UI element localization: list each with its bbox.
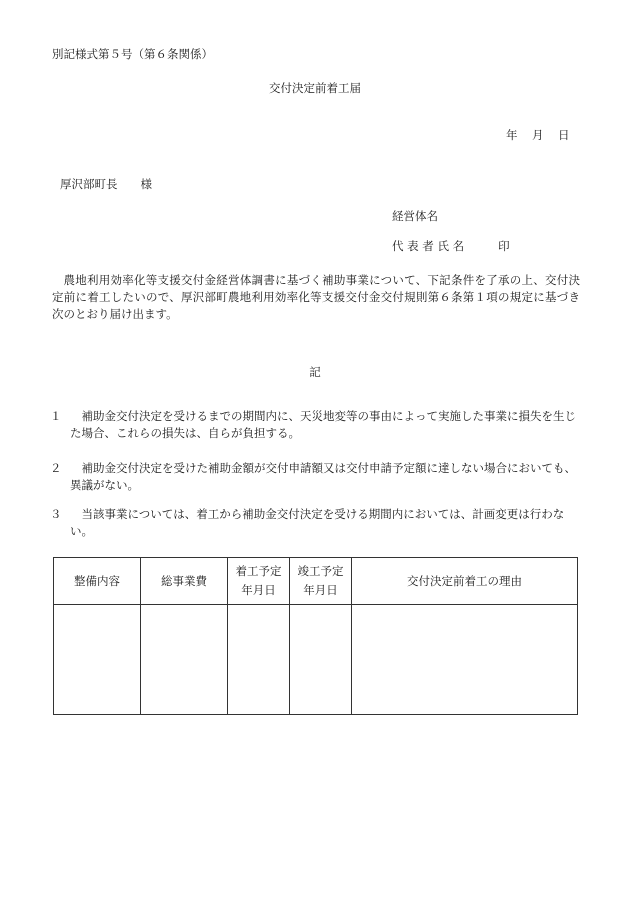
condition-item [50,460,580,494]
header-content: 整備内容 [54,558,141,605]
representative-label: 代 表 者 氏 名 [392,239,465,253]
condition-item [50,408,580,442]
date-month: 月 [532,128,544,142]
header-reason: 交付決定前着工の理由 [352,558,578,605]
table-header-row [54,558,578,605]
condition-text: 当該事業については、着工から補助金交付決定を受ける期間内においては、計画変更は行わない。 [70,507,565,538]
date-day: 日 [558,128,570,142]
header-total-cost: 総事業費 [141,558,228,605]
applicant-org-label: 経営体名 [392,209,438,223]
form-reference: 別記様式第５号（第６条関係） [52,47,213,61]
cell-total-cost[interactable] [141,605,228,715]
addressee: 厚沢部町長 様 [60,177,152,191]
representative-line [392,238,510,254]
seal-mark: 印 [498,239,510,253]
header-completion-date: 竣工予定 年月日 [290,558,352,605]
ki-heading: 記 [309,365,321,379]
condition-number: ３ [50,507,62,521]
header-start-date: 着工予定 年月日 [228,558,290,605]
cell-content[interactable] [54,605,141,715]
cell-start-date[interactable] [228,605,290,715]
condition-text: 補助金交付決定を受けた補助金額が交付申請額又は交付申請予定額に達しない場合においても、異議がない。 [70,461,576,492]
date-line [506,127,570,143]
pre-start-table [53,557,578,715]
document-title: 交付決定前着工届 [269,81,361,95]
cell-completion-date[interactable] [290,605,352,715]
date-year: 年 [506,128,518,142]
condition-text: 補助金交付決定を受けるまでの期間内に、天災地変等の事由によって実施した事業に損失を生じた場合、これらの損失は、自らが負担する。 [70,409,576,440]
cell-reason[interactable] [352,605,578,715]
condition-item [50,506,580,540]
table-row [54,605,578,715]
body-paragraph: 農地利用効率化等支援交付金経営体調書に基づく補助事業について、下記条件を了承の上、交付決定前に着工したいので、厚沢部町農地利用効率化等支援交付金交付規則第６条第１項の規定に基づき次のとおり届け出ます。 [52,273,580,321]
condition-number: ２ [50,461,62,475]
condition-number: １ [50,409,62,423]
